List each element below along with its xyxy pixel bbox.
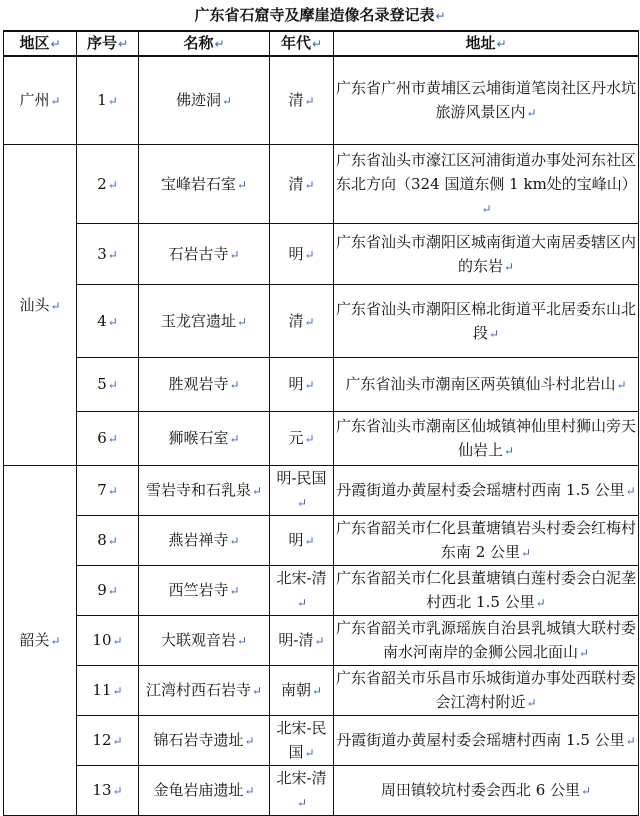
header-number: 序号↵: [77, 31, 139, 56]
table-row: [4, 566, 639, 616]
number-cell: 10↵: [77, 616, 139, 666]
table-row: [4, 56, 639, 145]
address-cell: 丹霞街道办黄屋村委会瑶塘村西南 1.5 公里↵: [334, 466, 639, 516]
number-cell: 11↵: [77, 666, 139, 716]
number-cell: 9↵: [77, 566, 139, 616]
table-row: [4, 145, 639, 224]
header-address: 地址↵: [334, 31, 639, 56]
region-cell-shaoguan: 韶关↵: [4, 466, 77, 816]
era-cell: 明-清↵: [270, 616, 334, 666]
table-row: [4, 412, 639, 466]
paragraph-mark-icon: ↵: [435, 9, 446, 23]
region-cell-shantou: 汕头↵: [4, 145, 77, 466]
name-cell: 玉龙宫遗址↵: [139, 285, 270, 358]
number-cell: 3↵: [77, 224, 139, 285]
name-cell: 江湾村西石岩寺↵: [139, 666, 270, 716]
era-cell: 清↵: [270, 145, 334, 224]
name-cell: 胜观岩寺↵: [139, 358, 270, 412]
era-cell: 北宋-民国↵: [270, 716, 334, 766]
number-cell: 7↵: [77, 466, 139, 516]
address-cell: 周田镇较坑村委会西北 6 公里↵: [334, 766, 639, 816]
table-row: [4, 285, 639, 358]
era-cell: 明↵: [270, 358, 334, 412]
name-cell: 狮喉石室↵: [139, 412, 270, 466]
address-cell: 广东省韶关市仁化县董塘镇白莲村委会白泥垄村西北 1.5 公里↵: [334, 566, 639, 616]
table-row: [4, 616, 639, 666]
address-cell: 广东省汕头市潮南区仙城镇神仙里村狮山旁天仙岩上↵: [334, 412, 639, 466]
era-cell: 北宋-清↵: [270, 566, 334, 616]
header-name: 名称↵: [139, 31, 270, 56]
address-cell: 广东省汕头市濠江区河浦街道办事处河东社区东北方向（324 国道东侧 1 km处的宝峰山）↵: [334, 145, 639, 224]
table-row: [4, 358, 639, 412]
number-cell: 4↵: [77, 285, 139, 358]
table-row: [4, 666, 639, 716]
name-cell: 大联观音岩↵: [139, 616, 270, 666]
name-cell: 雪岩寺和石乳泉↵: [139, 466, 270, 516]
era-cell: 北宋-清↵: [270, 766, 334, 816]
name-cell: 石岩古寺↵: [139, 224, 270, 285]
address-cell: 丹霞街道办黄屋村委会瑶塘村西南 1.5 公里↵: [334, 716, 639, 766]
region-cell-guangzhou: 广州↵: [4, 56, 77, 145]
address-cell: 广东省汕头市潮南区两英镇仙斗村北岩山↵: [334, 358, 639, 412]
name-cell: 宝峰岩石室↵: [139, 145, 270, 224]
address-cell: 广东省汕头市潮阳区城南街道大南居委辖区内的东岩↵: [334, 224, 639, 285]
register-table: [3, 30, 639, 816]
name-cell: 金龟岩庙遗址↵: [139, 766, 270, 816]
era-cell: 南朝↵: [270, 666, 334, 716]
number-cell: 8↵: [77, 516, 139, 566]
era-cell: 明-民国↵: [270, 466, 334, 516]
header-era: 年代↵: [270, 31, 334, 56]
table-header-row: [4, 31, 639, 56]
address-cell: 广东省韶关市仁化县董塘镇岩头村委会红梅村东南 2 公里↵: [334, 516, 639, 566]
number-cell: 5↵: [77, 358, 139, 412]
address-cell: 广东省汕头市潮阳区棉北街道平北居委东山北段↵: [334, 285, 639, 358]
table-row: [4, 466, 639, 516]
document-title: [0, 4, 640, 27]
table-row: [4, 516, 639, 566]
number-cell: 6↵: [77, 412, 139, 466]
number-cell: 12↵: [77, 716, 139, 766]
title-text: 广东省石窟寺及摩崖造像名录登记表: [194, 6, 435, 24]
era-cell: 明↵: [270, 516, 334, 566]
name-cell: 锦石岩寺遗址↵: [139, 716, 270, 766]
address-cell: 广东省广州市黄埔区云埔街道笔岗社区丹水坑旅游风景区内↵: [334, 56, 639, 145]
era-cell: 元↵: [270, 412, 334, 466]
table-row: [4, 766, 639, 816]
era-cell: 清↵: [270, 56, 334, 145]
number-cell: 13↵: [77, 766, 139, 816]
table-row: [4, 224, 639, 285]
address-cell: 广东省韶关市乐昌市乐城街道办事处西联村委会江湾村附近↵: [334, 666, 639, 716]
name-cell: 燕岩禅寺↵: [139, 516, 270, 566]
name-cell: 西竺岩寺↵: [139, 566, 270, 616]
header-region: 地区↵: [4, 31, 77, 56]
table-row: [4, 716, 639, 766]
name-cell: 佛迹洞↵: [139, 56, 270, 145]
era-cell: 明↵: [270, 224, 334, 285]
number-cell: 2↵: [77, 145, 139, 224]
address-cell: 广东省韶关市乳源瑶族自治县乳城镇大联村委南水河南岸的金狮公园北面山↵: [334, 616, 639, 666]
number-cell: 1↵: [77, 56, 139, 145]
era-cell: 清↵: [270, 285, 334, 358]
